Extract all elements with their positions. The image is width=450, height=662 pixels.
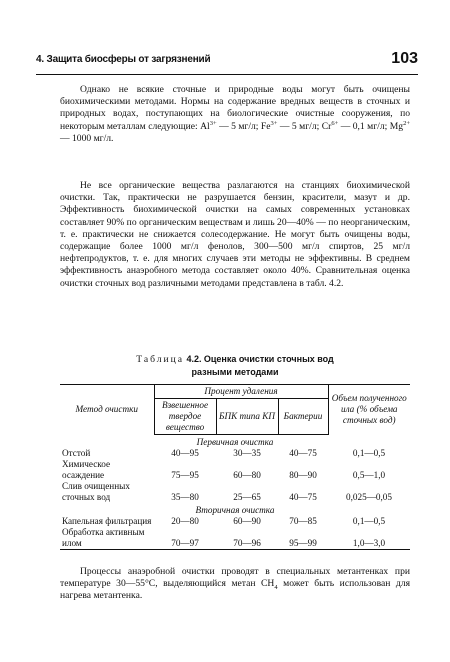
page-number: 103 — [391, 50, 418, 67]
paragraph-text: — 5 мг/л; Cr — [277, 120, 332, 132]
column-header-bacteria: Бактерии — [278, 399, 328, 435]
cell-suspended: 40—95 — [171, 448, 199, 458]
paragraph-organic-substances: Не все органические вещества разлагаются на станциях биохимической очистки. Так, практически не разрушается бензин, красители, мазут и др. Эффективность биохимической очистки на самых современных установках составляет 90% по органическим веществам и лишь 20—40% — по неорганическим, т. е. практически не снижается солесодержание. Не могут быть очищены воды, содержащие более 1000 мг/л фенолов, 300—500 мг/л спиртов, 25 мг/л нефтепродуктов, т. е. для многих случаев эти методы не эффективны. В среднем эффективность анаэробного метода составляет около 40%. Сравнительная оценка очистки сточных вод различными методами представлена в табл. 4.2. — [60, 180, 410, 289]
table-row — [60, 459, 410, 481]
paragraph-text: — 0,1 мг/л; Mg — [338, 120, 404, 132]
column-header-bod: БПК типа КП — [216, 399, 278, 435]
cell-suspended: 20—80 — [171, 516, 199, 526]
table-row — [60, 516, 410, 527]
cell-volume: 0,1—0,5 — [352, 516, 386, 526]
section-row-primary — [60, 435, 410, 449]
cell-method: Химическое осаждение — [62, 459, 111, 480]
table-title: Оценка очистки сточных вод — [203, 354, 334, 364]
cell-suspended: 35—80 — [171, 492, 199, 502]
table-row — [60, 481, 410, 503]
table-row — [60, 527, 410, 550]
cell-bacteria: 70—85 — [289, 516, 317, 526]
paragraph-text: Однако не всякие сточные и природные воды могут быть очищены биохимическими методами. Нормы на содержание вредных веществ в сточных и природных водах, поступающих на биологические очистные сооружения, по некоторым металлам следующие: Al — [60, 84, 410, 132]
paragraph-text: — 1000 мг/л. — [60, 132, 114, 144]
cell-suspended: 70—97 — [154, 527, 216, 550]
table-label: Таблица — [136, 354, 185, 365]
column-header-percent-group: Процент удаления — [154, 385, 328, 399]
cell-bod: 60—80 — [233, 470, 261, 480]
cell-method: Отстой — [62, 448, 91, 458]
superscript: 3+ — [270, 119, 278, 127]
cell-bacteria: 95—99 — [278, 527, 328, 550]
cell-method: Капельная фильтрация — [62, 516, 152, 526]
page-header — [36, 50, 418, 75]
column-header-volume: Объем полученного ила (% объема сточных вод) — [328, 385, 410, 435]
cell-bod: 30—35 — [233, 448, 261, 458]
column-header-suspended: Взвешенное твердое вещество — [154, 399, 216, 435]
column-header-method: Метод очистки — [60, 385, 154, 435]
treatment-table — [60, 384, 410, 550]
cell-method: Обработка активным илом — [60, 527, 154, 550]
paragraph-text: может быть использован для нагрева метантенка. — [60, 578, 410, 602]
cell-bod: 25—65 — [233, 492, 261, 502]
table-caption — [60, 353, 410, 378]
cell-bod: 70—96 — [216, 527, 278, 550]
paragraph-text: Процессы анаэробной очистки проводят в специальных метантенках при температуре 30—55°С, выделяющийся метан CH — [60, 566, 410, 590]
subscript: 4 — [274, 584, 278, 592]
section-row-secondary — [60, 503, 410, 516]
superscript: 2+ — [403, 119, 410, 127]
cell-bacteria: 40—75 — [289, 492, 317, 502]
superscript: 3+ — [209, 119, 217, 127]
cell-bacteria: 80—90 — [289, 470, 317, 480]
cell-volume: 1,0—3,0 — [328, 527, 410, 550]
chapter-title: 4. Защита биосферы от загрязнений — [36, 54, 211, 65]
section-label: Первичная очистка — [196, 437, 274, 447]
table-header-row — [60, 385, 410, 399]
cell-suspended: 75—95 — [171, 470, 199, 480]
cell-volume: 0,025—0,05 — [346, 492, 392, 502]
cell-method: Слив очищенных сточных вод — [62, 481, 130, 502]
section-label: Вторичная очистка — [195, 505, 275, 515]
paragraph-anaerobic — [60, 566, 410, 603]
table-title-continued: разными методами — [191, 367, 279, 377]
table-number: 4.2. — [186, 354, 202, 364]
cell-volume: 0,1—0,5 — [352, 448, 386, 458]
paragraph-text: — 5 мг/л; Fe — [216, 120, 271, 132]
cell-bod: 60—90 — [233, 516, 261, 526]
table-row — [60, 448, 410, 459]
table-caption-line — [60, 353, 410, 366]
paragraph-metal-norms — [60, 84, 410, 145]
cell-volume: 0,5—1,0 — [352, 470, 386, 480]
cell-bacteria: 40—75 — [289, 448, 317, 458]
superscript: 6+ — [331, 119, 339, 127]
